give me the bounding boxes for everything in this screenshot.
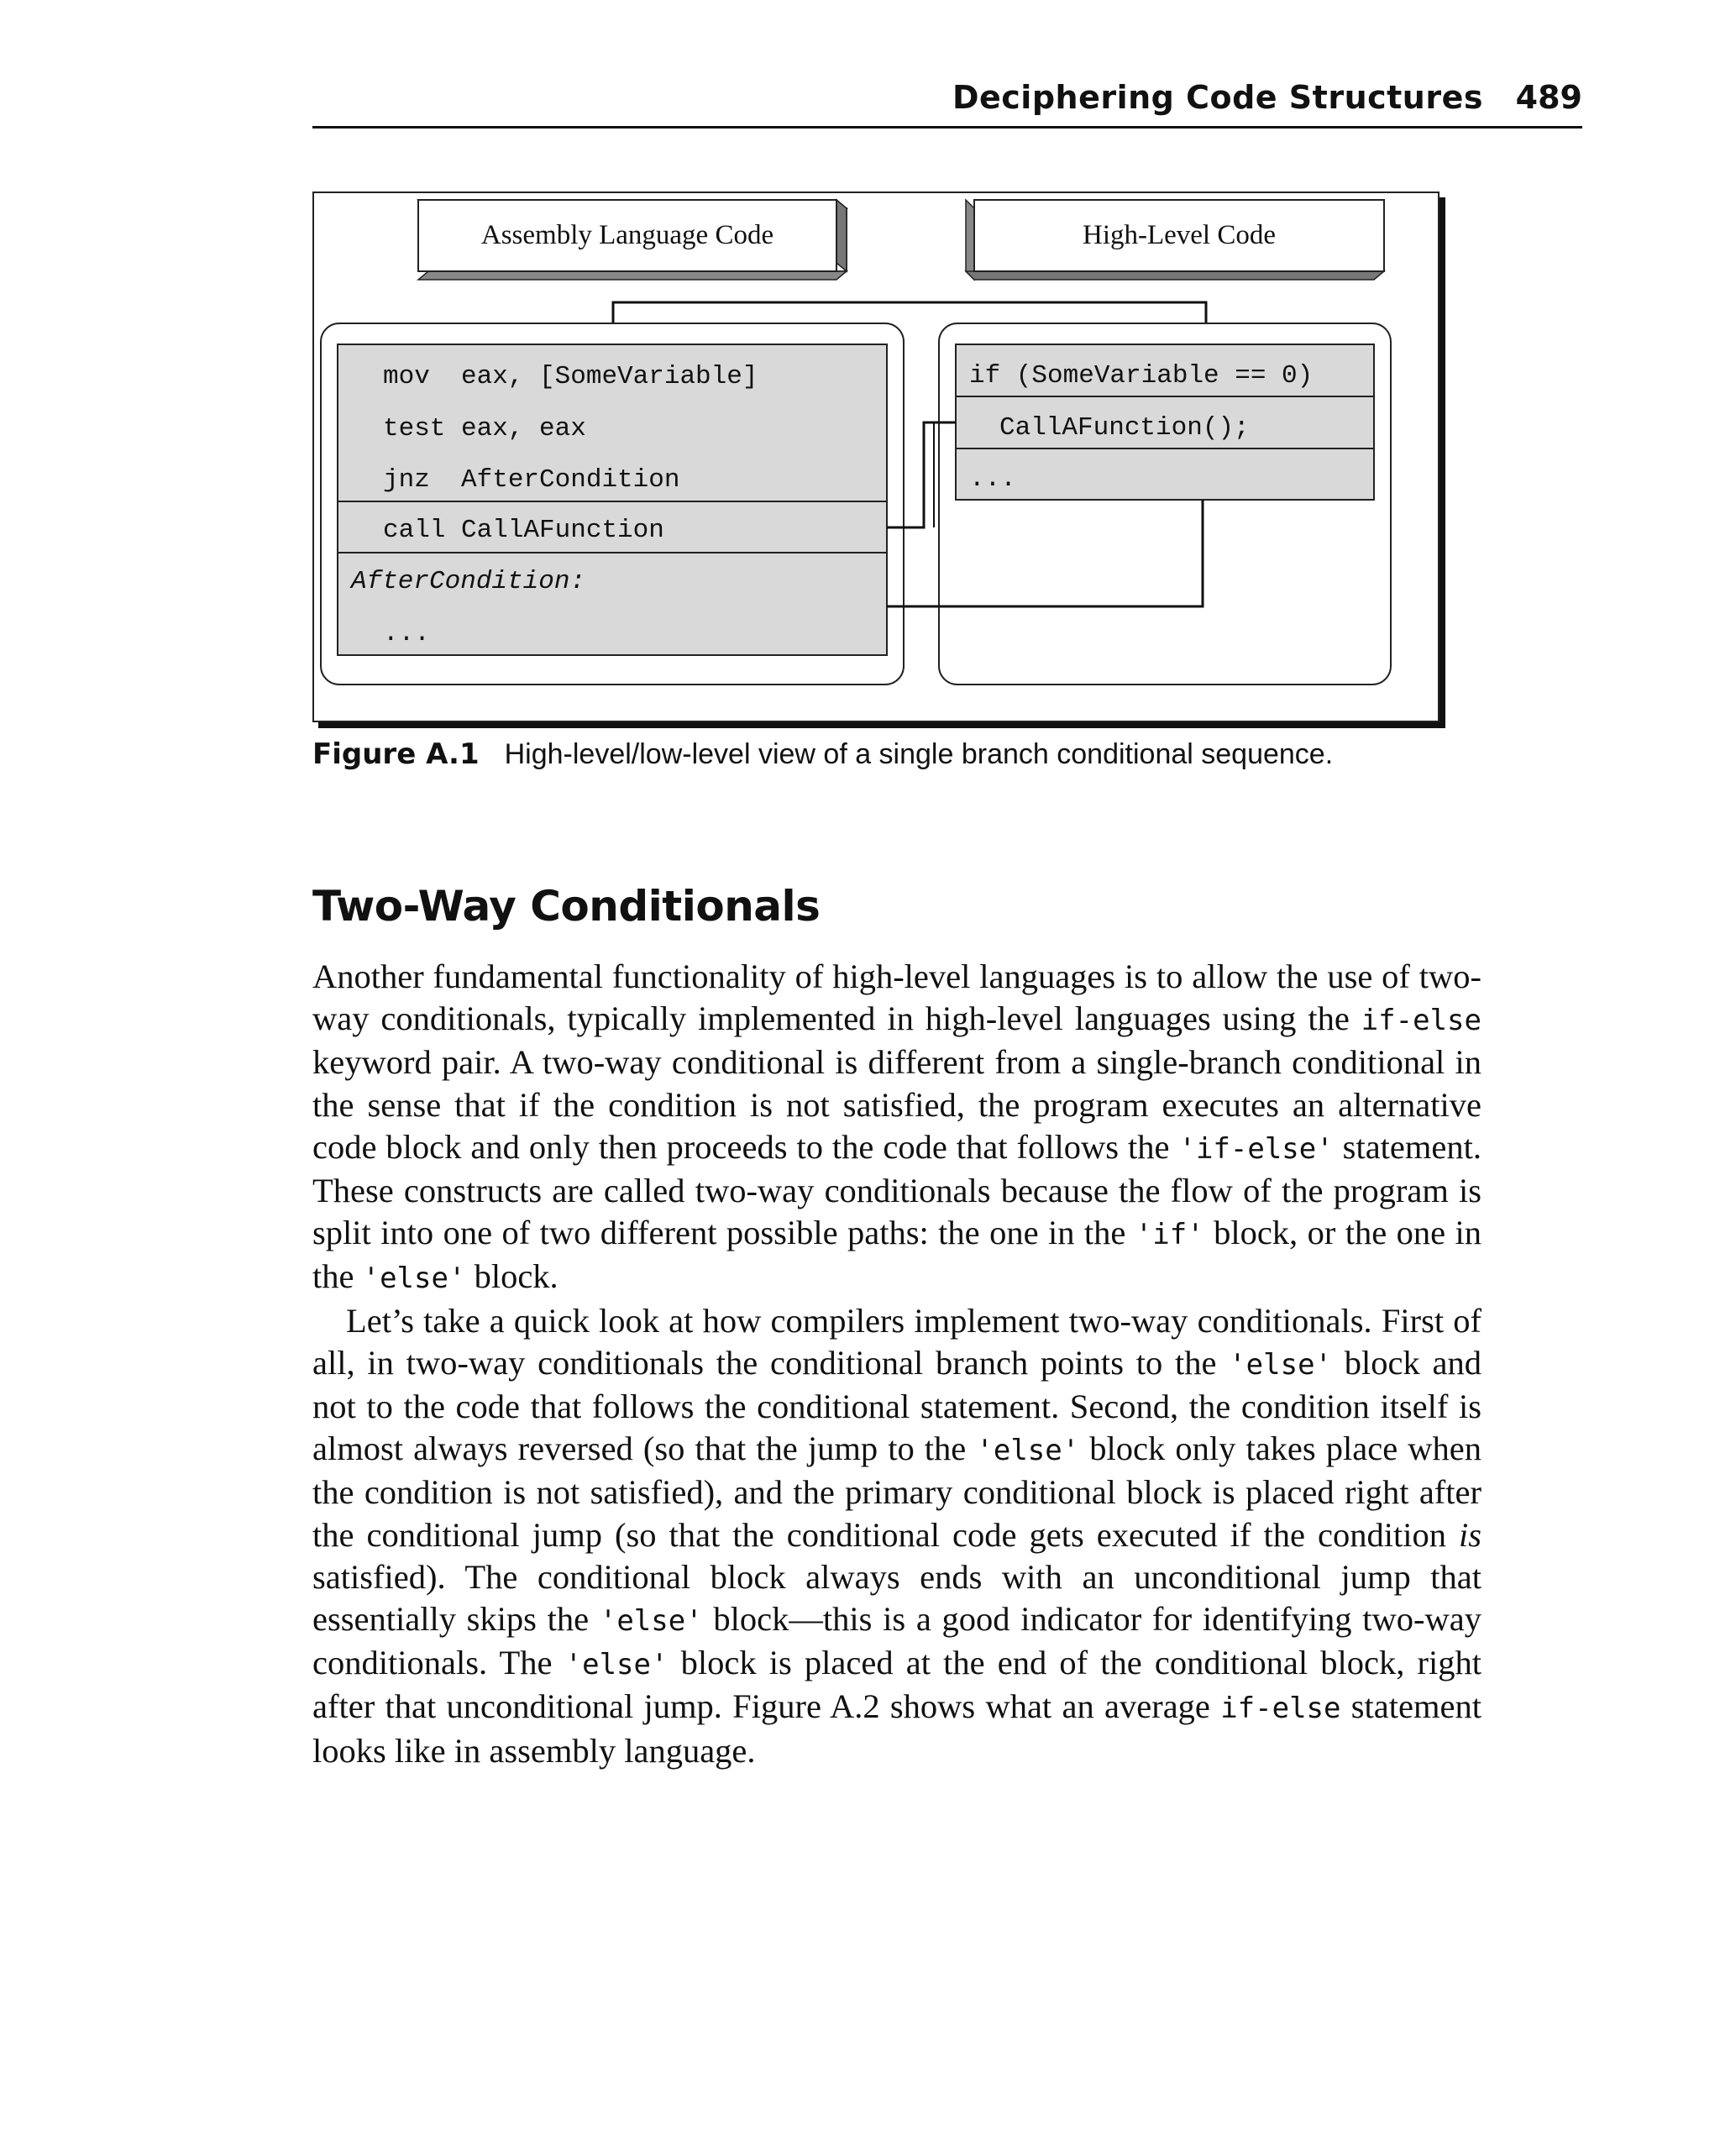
running-title: Deciphering Code Structures — [952, 79, 1483, 116]
page-number: 489 — [1515, 79, 1582, 116]
asm-line-test: test eax, eax — [383, 414, 586, 443]
section-heading: Two-Way Conditionals — [312, 882, 821, 931]
high-level-header-box — [966, 200, 1384, 280]
asm-line-call: call CallAFunction — [383, 516, 664, 545]
asm-ellipsis: ... — [383, 619, 430, 648]
figure-caption — [312, 737, 1572, 771]
high-level-header-label: High-Level Code — [1082, 220, 1277, 250]
figure-diagram — [314, 193, 1438, 721]
assembly-header-label: Assembly Language Code — [480, 220, 774, 250]
running-header — [312, 77, 1582, 129]
hl-line-ellipsis: ... — [969, 464, 1016, 494]
assembly-code-block — [338, 344, 887, 655]
paragraph-1: Another fundamental functionality of high-level languages is to allow the use of two-way conditionals, typically implemented in high-level languages using the if-else keyword pair. A two-way conditional is different from a single-branch conditional in the sense that if the condition is not satisfied, the program executes an alternative code block and only then proceeds to the code that follows the 'if-else' statement. These constructs are called two-way conditionals because the flow of the program is split into one of two different possible paths: the one in the 'if' block, or the one in the 'else' block. — [312, 957, 1482, 1296]
body-text — [312, 956, 1481, 1772]
figure-caption-label: Figure A.1 — [312, 737, 480, 771]
figure-caption-text: High-level/low-level view of a single branch conditional sequence. — [504, 738, 1334, 770]
header-connector — [613, 302, 1206, 310]
asm-line-jnz: jnz AfterCondition — [383, 465, 680, 495]
assembly-header-box — [418, 200, 847, 280]
high-level-code-block — [956, 344, 1374, 500]
hl-line-call: CallAFunction(); — [999, 413, 1250, 443]
paragraph-2: Let’s take a quick look at how compilers implement two-way conditionals. First of all, in two-way conditionals the conditional branch points to the 'else' block and not to the code that follows the conditional statement. Second, the condition itself is almost always reversed (so that the jump to the 'else' block only takes place when the condition is not satisfied), and the primary conditional block is placed right after the conditional jump (so that the conditional code gets executed if the condition is satisfied). The conditional block always ends with an unconditional jump that essentially skips the 'else' block—this is a good indicator for identifying two-way conditionals. The 'else' block is placed at the end of the conditional block, right after that unconditional jump. Figure A.2 shows what an average if-else statement looks like in assembly language. — [312, 1301, 1481, 1770]
asm-label-aftercondition: AfterCondition: — [351, 567, 586, 596]
hl-line-if: if (SomeVariable == 0) — [969, 361, 1314, 391]
asm-line-mov: mov eax, [SomeVariable] — [383, 362, 758, 391]
figure-a1 — [312, 191, 1439, 722]
